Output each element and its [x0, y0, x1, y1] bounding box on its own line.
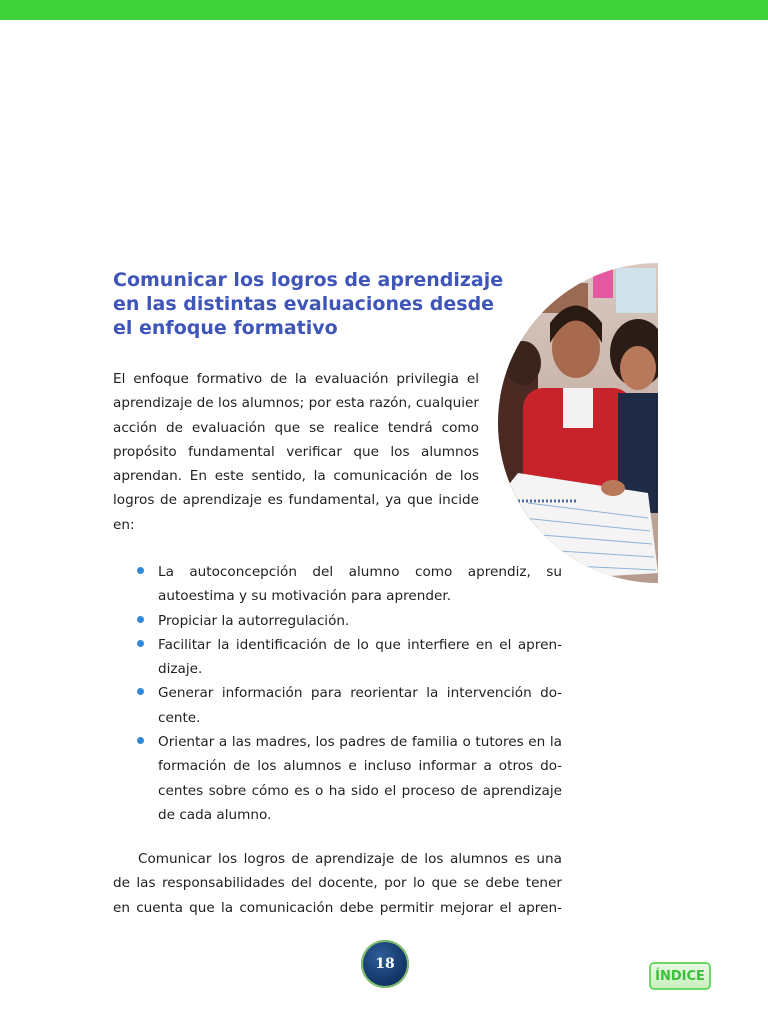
list-item — [137, 560, 562, 609]
bullet-icon — [137, 737, 144, 744]
section-title — [113, 268, 504, 340]
section-title-line: el enfoque formativo — [113, 317, 338, 339]
list-item-text: Orientar a las madres, los padres de familia o tutores en la formación de los alumnos e incluso informar a otros docentes sobre cómo es o ha sido el proceso de aprendizaje de cada alumno. — [158, 734, 562, 823]
list-item-text: Generar información para reorientar la intervención docente. — [158, 685, 562, 726]
page-number: 18 — [375, 956, 395, 972]
bullet-icon — [137, 567, 144, 574]
closing-paragraph: Comunicar los logros de aprendizaje de los alumnos es una de las responsabilidades del docente, por lo que se debe tener en cuenta que la comunicación debe permitir mejorar el apren- — [113, 851, 562, 916]
bullet-icon — [137, 688, 144, 695]
bullet-list — [137, 560, 562, 827]
list-item-text: Propiciar la autorregulación. — [158, 612, 350, 629]
list-item — [137, 730, 562, 827]
index-button-label: ÍNDICE — [655, 968, 705, 984]
list-item — [137, 609, 562, 633]
list-item-text: Facilitar la identificación de lo que interfiere en el aprendizaje. — [158, 636, 562, 678]
index-button[interactable] — [649, 962, 711, 990]
bullet-icon — [137, 640, 144, 647]
list-item-text: La autoconcepción del alumno como aprendiz, su autoestima y su motivación para aprender. — [158, 564, 562, 605]
intro-paragraph: El enfoque formativo de la evaluación privilegia el aprendizaje de los alumnos; por esta razón, cualquier acción de evaluación que se realice tendrá como propósito fundamental verificar que los alumnos aprendan. En este sentido, la comunicación de los logros de aprendizaje es fundamental, ya que incide en: — [113, 371, 479, 533]
section-title-line: en las distintas evaluaciones desde — [113, 293, 495, 315]
students-photo — [498, 263, 658, 583]
list-item — [137, 681, 562, 730]
section-title-line: Comunicar los logros de aprendizaje — [113, 269, 504, 291]
bullet-icon — [137, 616, 144, 623]
page-number-badge — [361, 940, 409, 988]
list-item — [137, 633, 562, 682]
top-accent-bar — [0, 0, 768, 20]
